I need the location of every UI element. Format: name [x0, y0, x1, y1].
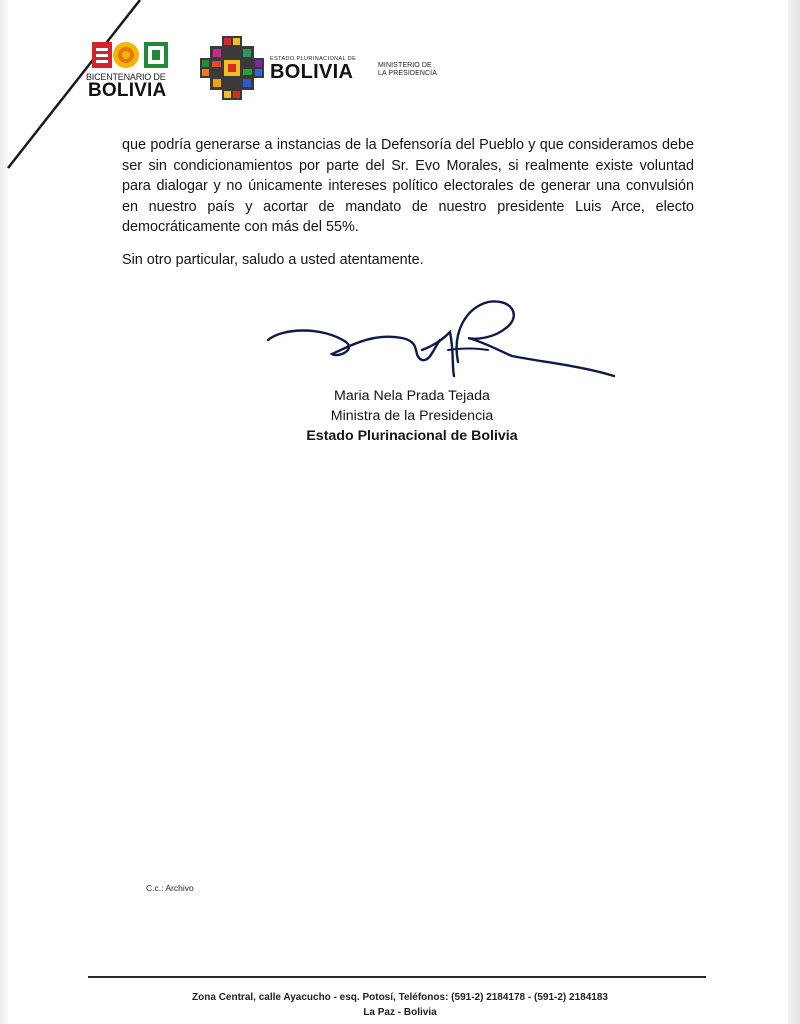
page-edge-right — [788, 0, 800, 1024]
ministerio-label — [378, 62, 437, 78]
cc-note: C.c.: Archivo — [146, 883, 194, 893]
bicentenario-emblem-icon — [90, 40, 170, 70]
estado-plurinacional-logo — [270, 56, 356, 82]
chakana-emblem-icon — [200, 36, 264, 100]
bicentenario-country: BOLIVIA — [88, 80, 167, 101]
footer-divider — [88, 976, 706, 978]
estado-caption: ESTADO PLURINACIONAL DE — [270, 56, 357, 62]
signer-name: Maria Nela Prada Tejada — [334, 388, 490, 404]
handwritten-signature — [262, 292, 622, 384]
bicentenario-caption: BICENTENARIO DE — [86, 72, 166, 82]
bicentenario-logo — [84, 40, 176, 100]
body-paragraph: que podría generarse a instancias de la Defensoría del Pueblo y que consideramos debe ser sin condicionamientos por parte del Sr. Evo Morales, si realmente existe voluntad para dialogar y no únicamente intereses político electorales de generar una convulsión en nuestro país y acortar de mandato de nuestro presidente Luis Arce, electo democráticamente con más del 55%. — [122, 137, 694, 235]
footer-city: La Paz - Bolivia — [363, 1007, 437, 1018]
ministerio-line-2: LA PRESIDENCIA — [378, 70, 437, 77]
letter-body — [122, 135, 694, 238]
footer-address: Zona Central, calle Ayacucho - esq. Potosí, Teléfonos: (591-2) 2184178 - (591-2) 2184183 — [192, 992, 608, 1003]
ministerio-line-1: MINISTERIO DE — [378, 62, 432, 69]
signer-organization: Estado Plurinacional de Bolivia — [306, 428, 518, 444]
estado-country: BOLIVIA — [270, 61, 354, 83]
closing-line: Sin otro particular, saludo a usted atentamente. — [122, 252, 424, 268]
signer-title: Ministra de la Presidencia — [330, 408, 494, 424]
